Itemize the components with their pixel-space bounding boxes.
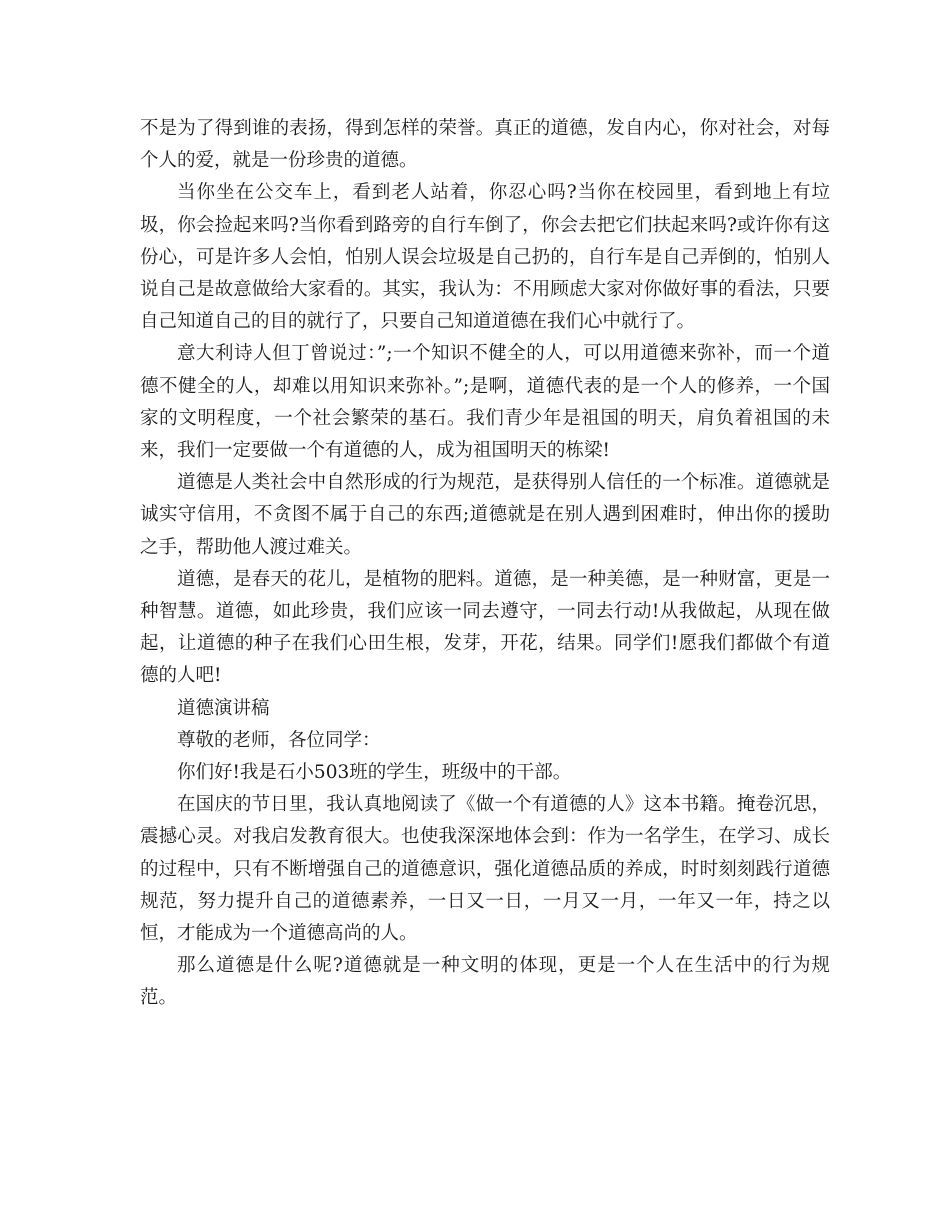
paragraph-3: 意大利诗人但丁曾说过：”;一个知识不健全的人，可以用道德来弥补，而一个道德不健全的人，却难以用知识来弥补。”;是啊，道德代表的是一个人的修养，一个国家的文明程度，一个社会繁荣的基石。我们青少年是祖国的明天，肩负着祖国的未来，我们一定要做一个有道德的人，成为祖国明天的栋梁!	[140, 343, 830, 462]
paragraph-2: 当你坐在公交车上，看到老人站着，你忍心吗?当你在校园里，看到地上有垃圾，你会捡起来吗?当你看到路旁的自行车倒了，你会去把它们扶起来吗?或许你有这份心，可是许多人会怕，怕别人误会垃圾是自己扔的，自行车是自己弄倒的，怕别人说自己是故意做给大家看的。其实，我认为：不用顾虑大家对你做好事的看法，只要自己知道自己的目的就行了，只要自己知道道德在我们心中就行了。	[140, 182, 830, 333]
paragraph-9: 在国庆的节日里，我认真地阅读了《做一个有道德的人》这本书籍。掩卷沉思，震撼心灵。对我启发教育很大。也使我深深地体会到：作为一名学生，在学习、成长的过程中，只有不断增强自己的道德意识，强化道德品质的养成，时时刻刻践行道德规范，努力提升自己的道德素养，一日又一日，一月又一月，一年又一年，持之以恒，才能成为一个道德高尚的人。	[140, 794, 830, 945]
document-body	[140, 113, 830, 1015]
paragraph-4: 道德是人类社会中自然形成的行为规范，是获得别人信任的一个标准。道德就是诚实守信用，不贪图不属于自己的东西;道德就是在别人遇到困难时，伸出你的援助之手，帮助他人渡过难关。	[140, 472, 830, 558]
paragraph-1: 不是为了得到谁的表扬，得到怎样的荣誉。真正的道德，发自内心，你对社会，对每个人的爱，就是一份珍贵的道德。	[140, 118, 830, 172]
salutation: 尊敬的老师，各位同学：	[177, 729, 381, 751]
paragraph-10: 那么道德是什么呢?道德就是一种文明的体现，更是一个人在生活中的行为规范。	[140, 955, 830, 1009]
section-title: 道德演讲稿	[177, 697, 270, 719]
greeting: 你们好!我是石小503班的学生，班级中的干部。	[177, 762, 572, 784]
paragraph-5: 道德，是春天的花儿，是植物的肥料。道德，是一种美德，是一种财富，更是一种智慧。道德，如此珍贵，我们应该一同去遵守，一同去行动!从我做起，从现在做起，让道德的种子在我们心田生根，发芽，开花，结果。同学们!愿我们都做个有道德的人吧!	[140, 568, 830, 687]
